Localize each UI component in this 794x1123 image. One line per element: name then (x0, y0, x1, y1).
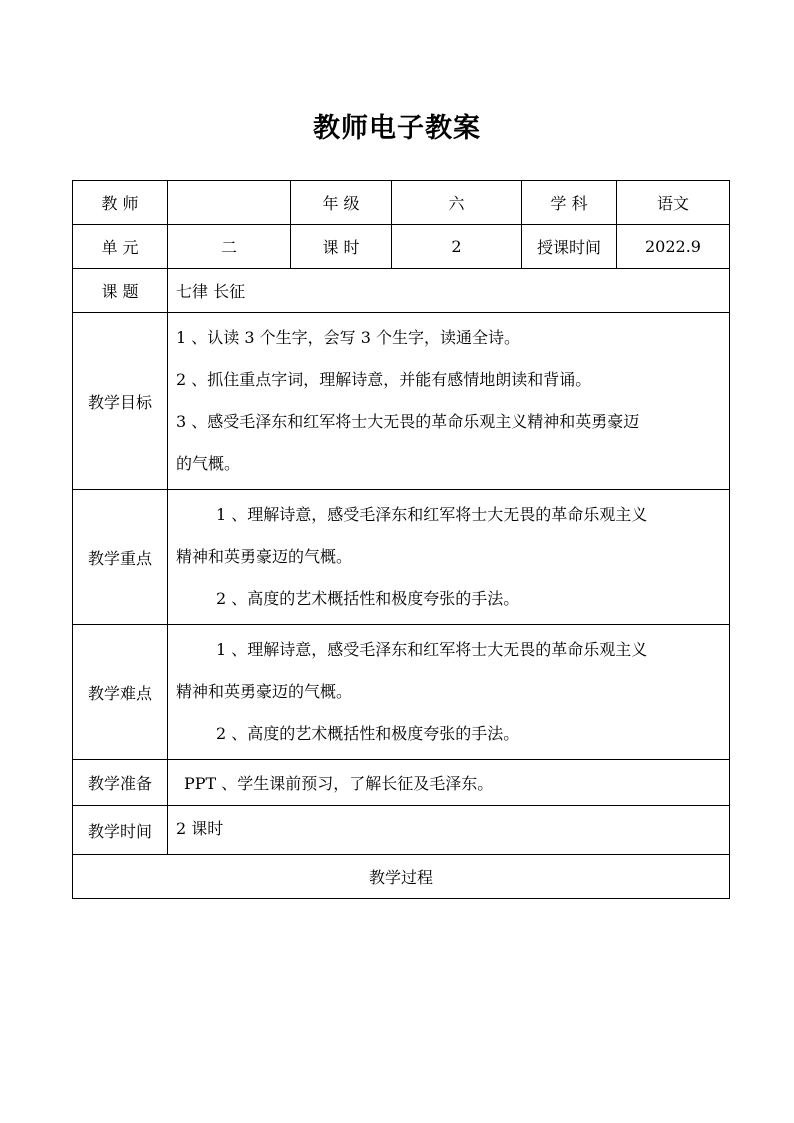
key-points-label: 教学重点 (73, 490, 168, 625)
objectives-label: 教学目标 (73, 313, 168, 490)
objective-line: 3 、感受毛泽东和红军将士大无畏的革命乐观主义精神和英勇豪迈 (176, 412, 640, 431)
difficulties-row (73, 625, 730, 760)
difficulty-line: 2 、高度的艺术概括性和极度夸张的手法。 (216, 724, 520, 743)
page-title: 教师电子教案 (313, 113, 481, 144)
unit-label: 单 元 (73, 225, 168, 269)
teaching-time-label: 教学时间 (73, 806, 168, 855)
objectives-row (73, 313, 730, 490)
topic-label: 课 题 (73, 269, 168, 313)
teacher-label: 教 师 (73, 181, 168, 225)
key-points-content (168, 490, 730, 625)
key-point-line: 精神和英勇豪迈的气概。 (176, 547, 353, 566)
objective-line: 的气概。 (176, 454, 241, 473)
key-point-line: 2 、高度的艺术概括性和极度夸张的手法。 (216, 589, 520, 608)
header-row-1 (73, 181, 730, 225)
teaching-date-label: 授课时间 (522, 225, 617, 269)
teaching-process-heading: 教学过程 (73, 855, 730, 899)
key-points-row (73, 490, 730, 625)
lesson-plan-table (72, 180, 730, 899)
teaching-time-row (73, 806, 730, 855)
objective-line: 1 、认读 3 个生字，会写 3 个生字，读通全诗。 (176, 328, 520, 347)
key-point-line: 1 、理解诗意，感受毛泽东和红军将士大无畏的革命乐观主义 (216, 505, 648, 524)
header-row-2 (73, 225, 730, 269)
objective-line: 2 、抓住重点字词，理解诗意，并能有感情地朗读和背诵。 (176, 370, 592, 389)
subject-value: 语文 (617, 181, 730, 225)
difficulties-label: 教学难点 (73, 625, 168, 760)
difficulty-line: 1 、理解诗意，感受毛泽东和红军将士大无畏的革命乐观主义 (216, 640, 648, 659)
preparation-value: PPT 、学生课前预习，了解长征及毛泽东。 (168, 760, 730, 806)
grade-label: 年 级 (291, 181, 392, 225)
difficulties-content (168, 625, 730, 760)
period-label: 课 时 (291, 225, 392, 269)
period-value: 2 (392, 225, 522, 269)
unit-value: 二 (168, 225, 291, 269)
teacher-value (168, 181, 291, 225)
difficulty-line: 精神和英勇豪迈的气概。 (176, 682, 353, 701)
objectives-content (168, 313, 730, 490)
teaching-time-value: 2 课时 (168, 806, 730, 855)
topic-value: 七律 长征 (168, 269, 730, 313)
subject-label: 学 科 (522, 181, 617, 225)
teaching-date-value: 2022.9 (617, 225, 730, 269)
process-row (73, 855, 730, 899)
topic-row (73, 269, 730, 313)
preparation-row (73, 760, 730, 806)
grade-value: 六 (392, 181, 522, 225)
preparation-label: 教学准备 (73, 760, 168, 806)
